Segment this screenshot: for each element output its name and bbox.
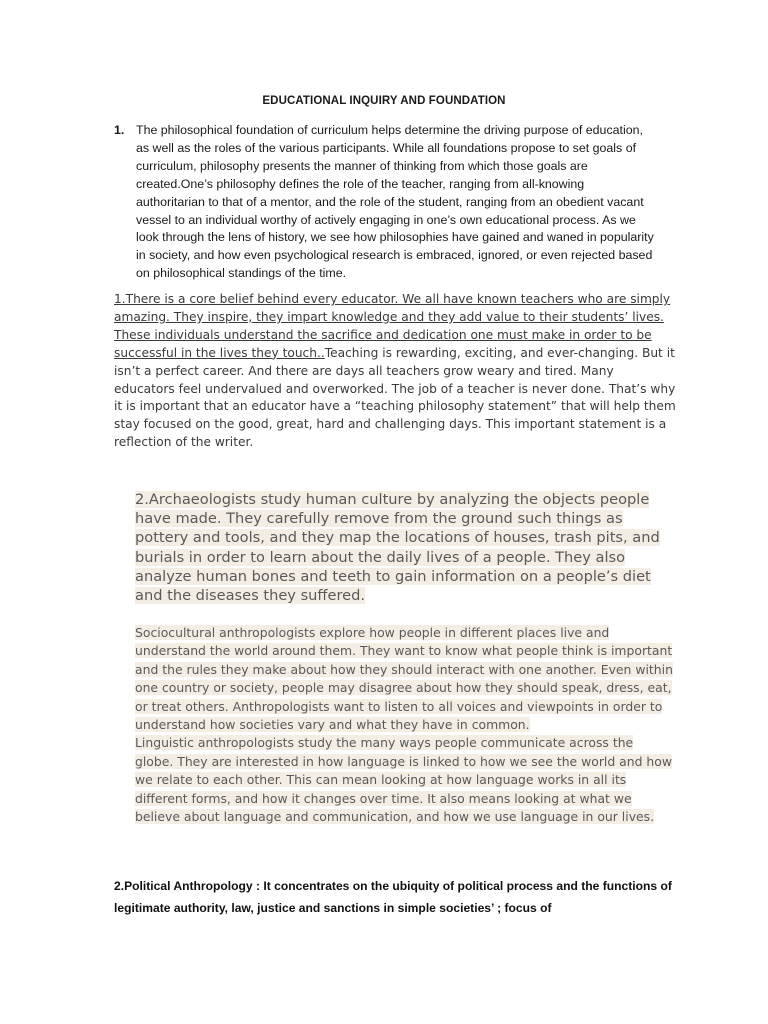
linguistic-paragraph [135,734,675,826]
paragraph-text: Teaching is rewarding, exciting, and ever-changing. But it isn’t a perfect career. And there are days all teachers grow weary and tired. Many educators feel undervalued and overworked. The job of a teacher is never done. That’s why it is important that an educator have a “teaching philosophy statement” that will help them stay focused on the good, great, hard and challenging days. This important statement is a reflection of the writer. [114,345,676,450]
sociocultural-paragraph [135,624,675,734]
teaching-philosophy-paragraph [114,291,676,452]
highlighted-text: 2.Archaeologists study human culture by analyzing the objects people have made. They carefully remove from the ground such things as pottery and tools, and they map the locations of houses, trash pits, and burials in order to learn about the daily lives of a people. They also analyze human bones and teeth to gain information on a people’s diet and the diseases they suffered. [135,491,660,605]
political-anthropology-paragraph: 2.Political Anthropology : It concentrates on the ubiquity of political process and the functions of legitimate authority, law, justice and sanctions in simple societies’ ; focus of [114,879,672,915]
highlighted-text: Sociocultural anthropologists explore how people in different places live and understand the world around them. They want to know what people think is important and the rules they make about how they should interact with one another. Even within one country or society, people may disagree about how they should speak, dress, eat, or treat others. Anthropologists want to listen to all voices and viewpoints in order to understand how societies vary and what they have in common. [135,625,673,733]
numbered-item-1 [114,122,654,283]
item-number: 1. [114,123,125,137]
highlighted-text: Linguistic anthropologists study the many ways people communicate across the globe. They are interested in how language is linked to how we see the world and how we relate to each other. This can mean looking at how language works in all its different forms, and how it changes over time. It also means looking at what we believe about language and communication, and how we use language in our lives. [135,735,672,825]
document-title: EDUCATIONAL INQUIRY AND FOUNDATION [262,95,506,107]
underlined-text: 1.There is a core belief behind every educator. We all have known teachers who are simply amazing. They inspire, they impart knowledge and they add value to their students’ lives. These individuals understand the sacrifice and dedication one must make in order to be successful in the lives they touch.. [114,292,671,360]
archaeology-paragraph [135,490,675,605]
item-text: The philosophical foundation of curriculum helps determine the driving purpose of education, as well as the roles of the various participants. While all foundations propose to set goals of curriculum, philosophy presents the manner of thinking from which those goals are created.One’s philosophy defines the role of the teacher, ranging from all-knowing authoritarian to that of a mentor, and the role of the student, ranging from an obedient vacant vessel to an individual worthy of actively engaging in one’s own educational process. As we look through the lens of history, we see how philosophies have gained and waned in popularity in society, and how even psychological research is embraced, ignored, or even rejected based on philosophical standings of the time. [136,123,654,281]
anthropology-paragraphs [135,624,675,826]
